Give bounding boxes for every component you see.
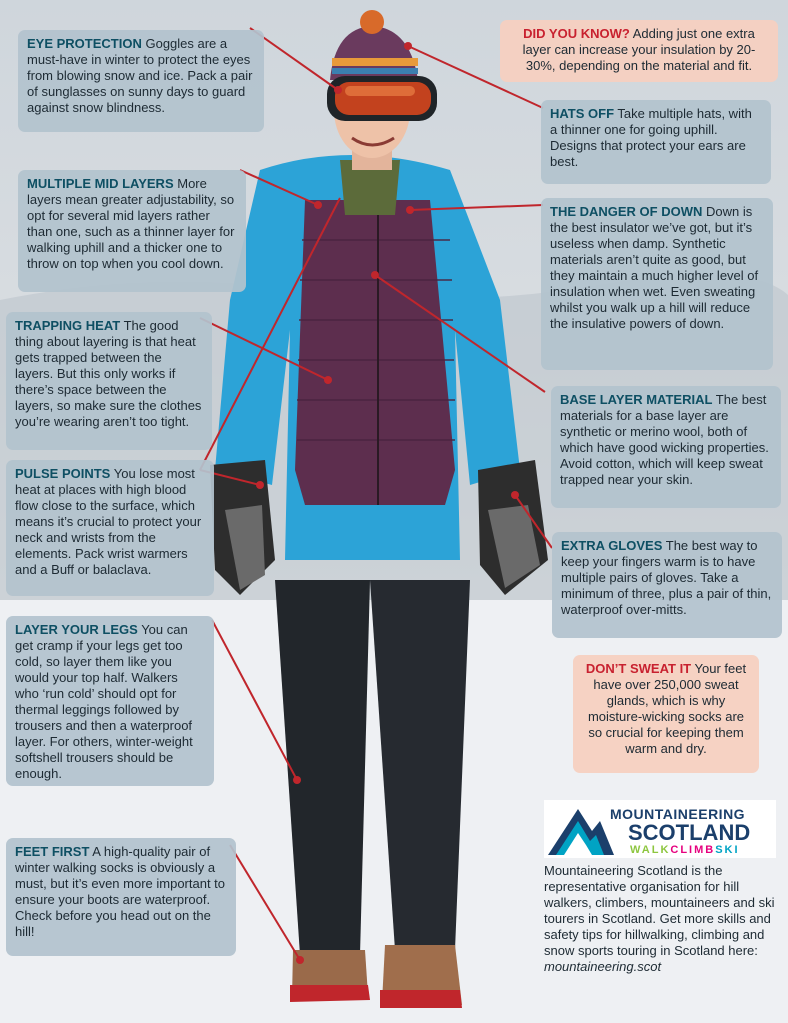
callout-hats-off	[541, 100, 771, 184]
callout-did-you-know	[500, 20, 778, 82]
callout-heading: BASE LAYER MATERIAL	[560, 392, 713, 407]
callout-base-layer	[551, 386, 781, 508]
callout-heading: DID YOU KNOW?	[523, 26, 630, 41]
callout-text: The best materials for a base layer are synthetic or merino wool, both of which have good wicking properties. Avoid cotton, which will keep sweat trapped near your skin.	[560, 392, 769, 487]
callout-heading: THE DANGER OF DOWN	[550, 204, 703, 219]
logo-climb: CLIMB	[670, 844, 716, 856]
callout-dont-sweat-it	[573, 655, 759, 773]
callout-heading: LAYER YOUR LEGS	[15, 622, 138, 637]
callout-text: You can get cramp if your legs get too cold, so layer them like you would your top half. Walkers who ‘run cold’ should opt for thermal leggings followed by trousers and then a waterproof layer. For others, winter-weight softshell trousers should be enough.	[15, 622, 193, 781]
callout-heading: EYE PROTECTION	[27, 36, 142, 51]
logo-line-scotland: SCOTLAND	[628, 820, 751, 845]
callout-feet-first	[6, 838, 236, 956]
callout-extra-gloves	[552, 532, 782, 638]
callout-eye-protection	[18, 30, 264, 132]
callout-heading: HATS OFF	[550, 106, 615, 121]
mountaineering-scotland-logo	[544, 800, 776, 858]
callout-text: Down is the best insulator we’ve got, but it’s useless when damp. Synthetic materials aren’t quite as good, but they maintain a much higher level of insulation when wet. Even sweating whilst you walk up a hill will reduce the insulative powers of down.	[550, 204, 759, 331]
callout-text: Your feet have over 250,000 sweat glands, which is why moisture-wicking socks are so crucial for keeping them warm and dry.	[587, 661, 747, 756]
callout-text: The best way to keep your fingers warm is to have multiple pairs of gloves. Take a minimum of three, plus a pair of thin, waterproof over-mitts.	[561, 538, 772, 617]
callout-danger-of-down	[541, 198, 773, 370]
mountain-logo-icon	[546, 801, 616, 857]
about-website-link[interactable]: mountaineering.scot	[544, 959, 662, 974]
callout-multiple-mid-layers	[18, 170, 246, 292]
about-body: Mountaineering Scotland is the representative organisation for hill walkers, climbers, mountaineers and ski tourers in Scotland. Get more skills and safety tips for hillwalking, climbing and snow sports touring in Scotland here:	[544, 863, 775, 958]
callout-heading: TRAPPING HEAT	[15, 318, 121, 333]
logo-line-mountaineering: MOUNTAINEERING	[610, 806, 746, 822]
about-text	[544, 863, 780, 975]
logo-ski: SKI	[715, 844, 740, 856]
callout-text: You lose most heat at places with high blood flow close to the surface, which means it’s crucial to protect your neck and wrists from the elements. Pack wrist warmers and a Buff or balaclava.	[15, 466, 202, 577]
logo-walk: WALK	[630, 844, 671, 856]
callout-layer-your-legs	[6, 616, 214, 786]
logo-tagline	[630, 844, 740, 856]
callout-pulse-points	[6, 460, 214, 596]
callout-text: Take multiple hats, with a thinner one for going uphill. Designs that protect your ears are best.	[550, 106, 752, 169]
callout-text: The good thing about layering is that heat gets trapped between the layers. But this only works if there’s space between the layers, so make sure the clothes you’re wearing aren’t too tight.	[15, 318, 202, 429]
callout-heading: PULSE POINTS	[15, 466, 111, 481]
callout-heading: FEET FIRST	[15, 844, 90, 859]
callout-text: Adding just one extra layer can increase your insulation by 20-30%, depending on the material and fit.	[522, 26, 756, 73]
callout-text: A high-quality pair of winter walking socks is obviously a must, but it’s even more important to ensure your boots are waterproof. Check before you head out on the hill!	[15, 844, 226, 939]
callout-trapping-heat	[6, 312, 212, 450]
callout-heading: DON’T SWEAT IT	[585, 661, 692, 676]
callout-text: More layers mean greater adjustability, so opt for several mid layers rather than one, such as a thinner layer for walking uphill and a thicker one to throw on top when you cool down.	[27, 176, 235, 271]
callout-heading: EXTRA GLOVES	[561, 538, 663, 553]
callout-text: Goggles are a must-have in winter to protect the eyes from blowing snow and ice. Pack a pair of sunglasses on sunny days to guard against snow blindness.	[27, 36, 253, 115]
callout-heading: MULTIPLE MID LAYERS	[27, 176, 174, 191]
